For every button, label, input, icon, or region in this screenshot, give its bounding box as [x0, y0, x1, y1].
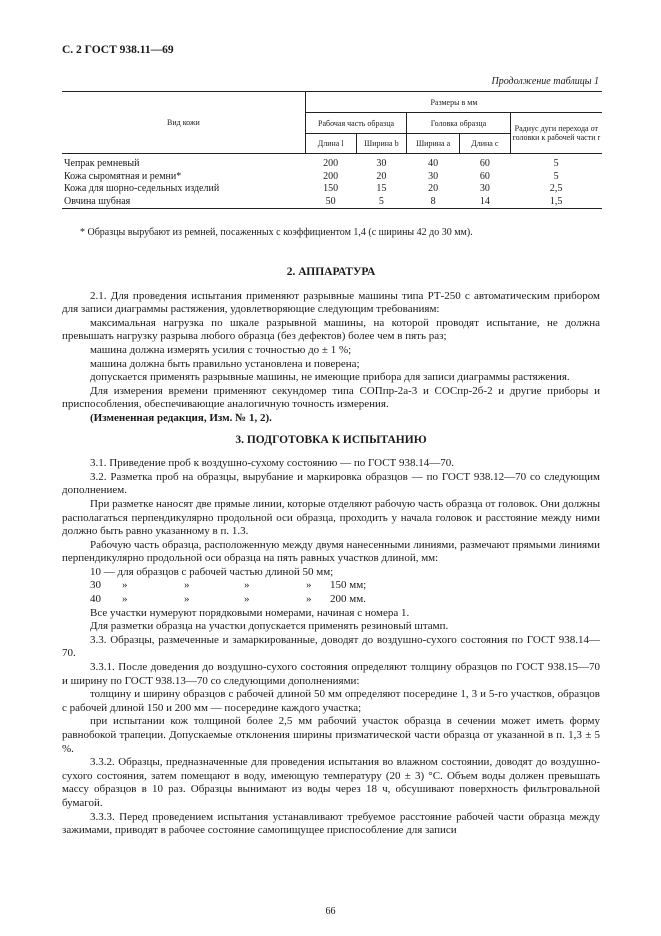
width-cell: 5 [356, 196, 407, 209]
head-length-cell: 60 [479, 170, 490, 182]
width-cell: 15 [376, 183, 387, 194]
head-part-header: Головка образца [407, 113, 510, 134]
list-value: 40 [90, 593, 101, 606]
width-b-header: Ширина b [356, 134, 407, 154]
paragraph: максимальная нагрузка по шкале разрывной машины, на которой проводят испытание, не должна превышать нагрузку разрыва любого образца (без дефектов) более чем в пять раз; [62, 316, 600, 343]
paragraph: Для измерения времени применяют секундомер типа СОПпр-2а-3 и СОСпр-2б-2 и другие приборы и приспособления, обеспечивающие аналогичную точность измерения. [62, 384, 600, 411]
paragraph: Рабочую часть образца, расположенную между двумя нанесенными линиями, размечают прямыми линиями перпендикулярно продольной оси образца на пять равных участков длиной, мм: [62, 538, 600, 565]
paragraph: допускается применять разрывные машины, не имеющие прибора для записи диаграммы растяжения. [90, 371, 570, 384]
paragraph: Для разметки образца на участки допускается применять резиновый штамп. [90, 620, 449, 633]
length-cell: 150 [323, 183, 339, 194]
paragraph: при испытании кож толщиной более 2,5 мм рабочий участок образца в сечении может иметь форму равнобокой трапеции. Допускаемые отклонения ширины призматической части образца от указанной в п. 1,3 ± 5 %. [62, 715, 600, 755]
kind-cell: Кожа сыромятная и ремни* [64, 170, 182, 182]
radius-header: Радиус дуги перехода от головки к рабочей части r [510, 113, 602, 154]
page-header: С. 2 ГОСТ 938.11—69 [62, 44, 174, 56]
section-2-title: 2. АППАРАТУРА [286, 266, 376, 278]
head-length-cell: 14 [459, 196, 510, 209]
table-continuation-note: Продолжение таблицы 1 [491, 76, 599, 87]
length-c-header: Длина c [459, 134, 510, 154]
table-row [62, 158, 602, 171]
head-width-cell: 40 [428, 158, 439, 169]
table-row [62, 196, 602, 209]
kind-cell: Кожа для шорно-седельных изделий [64, 183, 220, 194]
radius-cell: 1,5 [510, 196, 602, 209]
ditto-mark: » [306, 579, 312, 592]
length-cell: 200 [323, 170, 339, 182]
radius-cell: 2,5 [549, 183, 563, 194]
paragraph: При разметке наносят две прямые линии, которые отделяют рабочую часть образца от головок. Они должны располагаться перпендикулярно продольной оси образца, проходить у начала головок и расстояние между ними должно быть равно указанному в п. 1.3. [62, 497, 600, 538]
paragraph: 3.3.2. Образцы, предназначенные для проведения испытания во влажном состоянии, доводят до воздушно-сухого состояния, затем помещают в воду, имеющую температуру (20 ± 3) °С. Объем воды должен превышать массу образцов в 10 раз. Образцы вынимают из воды через 18 ч, обсушивают поверхность фильтровальной бумагой. [62, 756, 600, 809]
paragraph: 3.3.1. После доведения до воздушно-сухого состояния определяют толщину образцов по ГОСТ 938.15—70 и ширину по ГОСТ 938.13—70 со следующими дополнениями: [62, 661, 600, 687]
col-kind-header: Вид кожи [62, 92, 305, 154]
list-value: 200 мм. [330, 593, 366, 606]
table-footnote: * Образцы вырубают из ремней, посаженных с коэффициентом 1,4 (с ширины 42 до 30 мм). [80, 227, 473, 238]
paragraph: 3.3. Образцы, размеченные и замаркированные, доводят до воздушно-сухого состояния по ГОСТ 938.14—70. [62, 633, 600, 660]
ditto-mark: » [184, 579, 190, 592]
sizes-header: Размеры в мм [305, 92, 602, 113]
paragraph: толщину и ширину образцов с рабочей длиной 50 мм определяют посередине 1, 3 и 5-го участков, образцов с рабочей длиной 150 и 200 мм — посередине каждого участка; [62, 688, 600, 714]
list-value: 30 [90, 579, 101, 592]
kind-cell: Чепрак ремневый [64, 158, 140, 169]
width-cell: 30 [376, 158, 387, 169]
paragraph: машина должна измерять усилия с точностью до ± 1 %; [90, 343, 352, 356]
table-row [62, 183, 602, 196]
kind-cell: Овчина шубная [62, 196, 305, 209]
paragraph: 3.3.3. Перед проведением испытания устанавливают требуемое расстояние рабочей части образца между зажимами, приводят в рабочее состояние самопищущее приспособление для записи [62, 810, 600, 837]
ditto-mark: » [122, 579, 128, 592]
head-width-cell: 8 [407, 196, 460, 209]
paragraph: 3.2. Разметка проб на образцы, вырубание и маркировка образцов — по ГОСТ 938.12—70 со следующим дополнением. [62, 470, 600, 497]
ditto-mark: » [122, 593, 128, 606]
list-line [62, 593, 600, 607]
specimen-size-table [62, 91, 602, 209]
head-width-cell: 30 [428, 170, 439, 182]
list-line: 10 — для образцов с рабочей частью длиной 50 мм; [90, 565, 334, 578]
head-length-cell: 30 [479, 183, 490, 194]
head-length-cell: 60 [479, 158, 490, 169]
length-l-header: Длина l [305, 134, 356, 154]
paragraph: машина должна быть правильно установлена и поверена; [90, 357, 360, 370]
amendment-note: (Измененная редакция, Изм. № 1, 2). [90, 411, 272, 424]
radius-cell: 5 [553, 170, 559, 182]
ditto-mark: » [184, 593, 190, 606]
head-width-cell: 20 [428, 183, 439, 194]
document-body [62, 258, 600, 838]
paragraph: 2.1. Для проведения испытания применяют разрывные машины типа РТ-250 с автоматическим прибором для записи диаграммы растяжения, удовлетворяющие следующим требованиям: [62, 289, 600, 316]
paragraph: 3.1. Приведение проб к воздушно-сухому состоянию — по ГОСТ 938.14—70. [90, 457, 455, 470]
ditto-mark: » [306, 593, 312, 606]
width-a-header: Ширина a [407, 134, 460, 154]
page-number: 66 [325, 906, 336, 917]
list-line [62, 579, 600, 593]
length-cell: 200 [323, 158, 339, 169]
work-part-header: Рабочая часть образца [305, 113, 406, 134]
list-value: 150 мм; [330, 579, 367, 592]
radius-cell: 5 [553, 158, 559, 169]
table-row [62, 171, 602, 184]
section-3-title: 3. ПОДГОТОВКА К ИСПЫТАНИЮ [235, 433, 427, 446]
width-cell: 20 [376, 170, 387, 182]
paragraph: Все участки нумеруют порядковыми номерами, начиная с номера 1. [90, 606, 410, 619]
length-cell: 50 [305, 196, 356, 209]
ditto-mark: » [244, 579, 250, 592]
ditto-mark: » [244, 593, 250, 606]
